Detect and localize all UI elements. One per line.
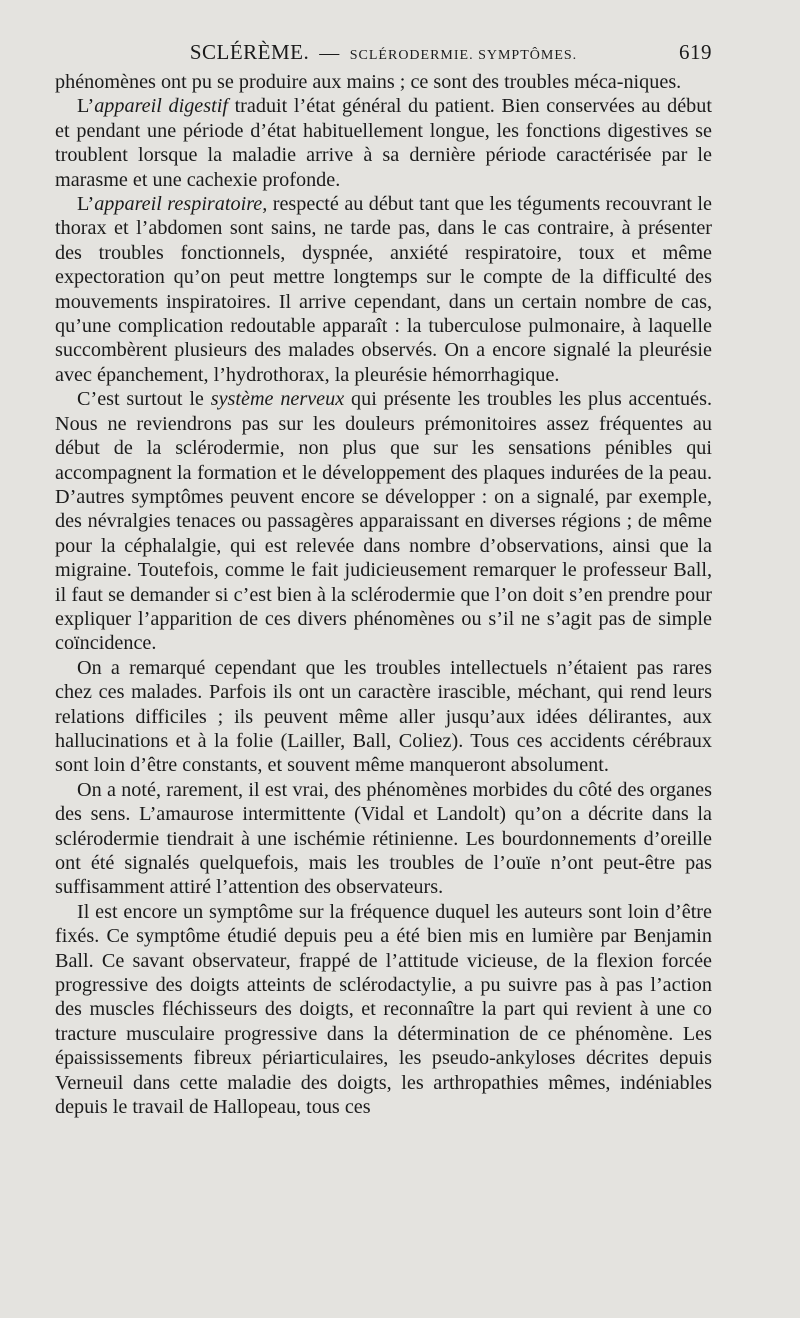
text-run: respecté au début tant que les téguments recouvrant le thorax et l’abdomen sont sains, ne tarde pas, dans le cas contraire, à présenter des troubles fonctionnels, dyspnée, anxiété respiratoire, toux et même expectoration qu’on peut mettre longtemps sur le compte de la difficulté des mouvements inspiratoires. Il arrive cependant, dans un certain nombre de cas, qu’une complication redoutable apparaît : la tuberculose pulmonaire, à laquelle succombèrent plusieurs des malades observés. On a encore signalé la pleurésie avec épanchement, l’hydrothorax, la pleurésie hémorrhagique.	[55, 193, 712, 386]
paragraph	[55, 387, 712, 655]
italic-term: système nerveux	[210, 388, 345, 411]
paragraph	[55, 70, 712, 94]
running-header	[55, 40, 712, 70]
paragraph	[55, 192, 712, 387]
italic-term: appareil respiratoire,	[94, 193, 268, 216]
italic-term: appareil digestif	[94, 95, 228, 118]
text-run: qui présente les troubles les plus accentués. Nous ne reviendrons pas sur les douleurs prémonitoires assez fréquentes au début de la sclérodermie, non plus que sur les sensations pénibles qui accompagnent la formation et le développement des plaques indurées de la peau. D’autres symptômes peuvent encore se développer : on a signalé, par exemple, des névralgies tenaces ou passagères apparaissant en diverses régions ; de même pour la céphalalgie, qui est relevée dans nombre d’observations, ainsi que la migraine. Toutefois, comme le fait judicieusement remarquer le professeur Ball, il faut se demander si c’est bien à la sclérodermie que l’on doit s’en prendre pour expliquer l’apparition de ces divers phénomènes ou s’il ne s’agit pas de simple coïncidence.	[55, 388, 713, 655]
paragraph	[55, 900, 712, 1120]
text-run: L’	[77, 193, 95, 216]
header-title: SCLÉRÈME.	[189, 40, 310, 64]
page-number: 619	[679, 40, 712, 64]
paragraph	[55, 778, 712, 900]
paragraph	[55, 656, 712, 778]
text-run: phénomènes ont pu se produire aux mains ; ce sont des troubles méca-niques.	[55, 71, 682, 93]
text-run: On a remarqué cependant que les troubles intellectuels n’étaient pas rares chez ces malades. Parfois ils ont un caractère irascible, méchant, qui rend leurs relations difficiles ; ils peuvent même aller jusqu’aux idées délirantes, aux hallucinations et à la folie (Lailler, Ball, Coliez). Tous ces accidents cérébraux sont loin d’être constants, et souvent même manqueront absolument.	[55, 656, 712, 777]
header-subtitle: SCLÉRODERMIE. SYMPTÔMES.	[349, 48, 578, 63]
text-run: Il est encore un symptôme sur la fréquence duquel les auteurs sont loin d’être fixés. Ce symptôme étudié depuis peu a été bien mis en lumière par Benjamin Ball. Ce savant observateur, frappé de l’attitude vicieuse, de la flexion forcée progressive des doigts atteints de sclérodactylie, a pu suivre pas à pas l’action des muscles fléchisseurs des doigts, et reconnaître la part qui revient à une co tracture musculaire progressive dans la détermination de ce phénomène. Les épaississements fibreux périarticulaires, les pseudo-ankyloses décrites depuis Verneuil dans cette maladie des doigts, les arthropathies mêmes, indéniables depuis le travail de Hallopeau, tous ces	[55, 900, 712, 1119]
paragraph	[55, 94, 712, 192]
text-run: On a noté, rarement, il est vrai, des phénomènes morbides du côté des organes des sens. L’amaurose intermittente (Vidal et Landolt) qu’on a décrite dans la sclérodermie tiendrait à une ischémie rétinienne. Les bourdonnements d’oreille ont été signalés quelquefois, mais les troubles de l’ouïe n’ont peut-être pas suffisamment attiré l’attention des observateurs.	[55, 778, 712, 899]
text-run: C’est surtout le	[77, 388, 211, 411]
text-run: traduit l’état général du patient. Bien conservées au début et pendant une période d’état habituellement longue, les fonctions digestives se troublent lorsque la maladie arrive à sa dernière période caractérisée par le marasme et une cachexie profonde.	[55, 95, 712, 191]
header-dash: —	[319, 42, 340, 64]
body-text	[55, 70, 712, 1119]
text-run: L’	[77, 95, 95, 118]
